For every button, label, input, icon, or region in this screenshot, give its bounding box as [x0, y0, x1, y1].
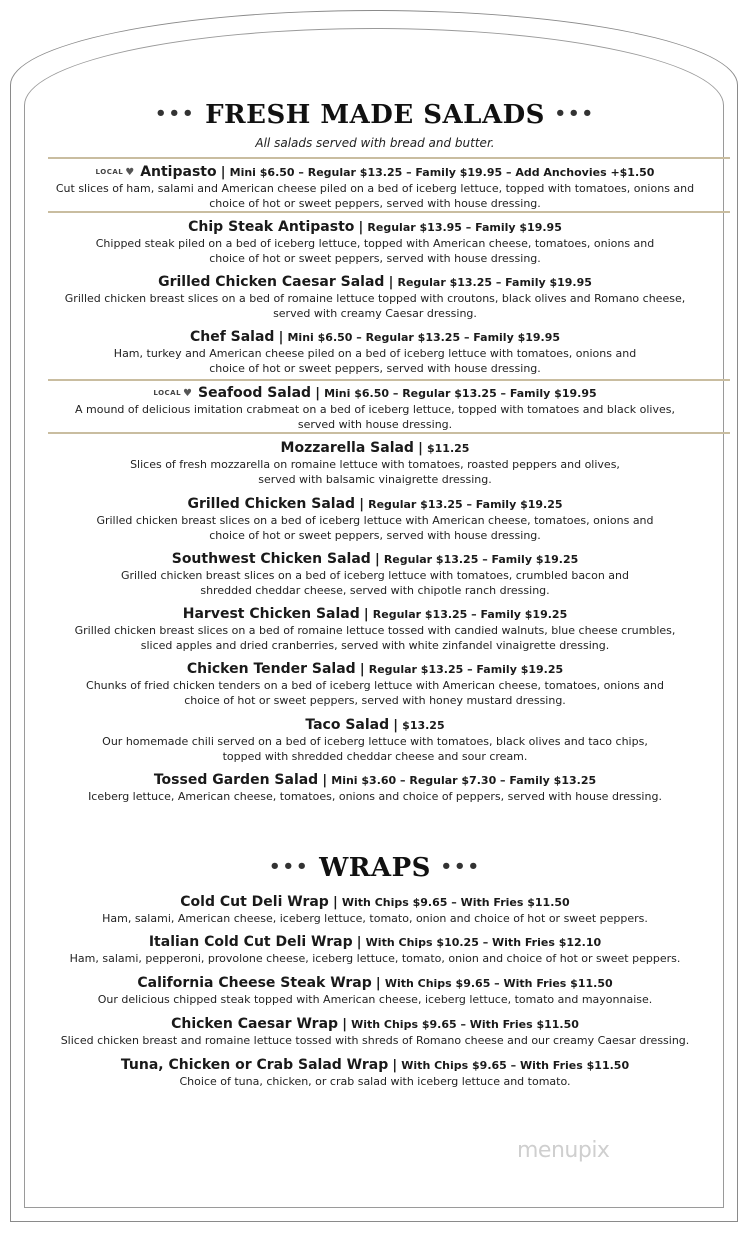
menu-item-antipasto: [30, 164, 720, 211]
salads-subtitle: All salads served with bread and butter.: [255, 136, 495, 150]
item-desc: Choice of tuna, chicken, or crab salad with iceberg lettuce and tomato.: [179, 1075, 571, 1088]
item-prices: With Chips $9.65 – With Fries $11.50: [384, 977, 613, 990]
menu-item-cold-cut-deli-wrap: [30, 894, 720, 926]
item-desc: choice of hot or sweet peppers, served with honey mustard dressing.: [184, 694, 566, 707]
item-name: Chicken Tender Salad: [186, 661, 356, 677]
item-desc: choice of hot or sweet peppers, served with house dressing.: [209, 197, 541, 210]
item-prices: Mini $6.50 – Regular $13.25 – Family $19.95 – Add Anchovies +$1.50: [229, 166, 655, 179]
separator: |: [375, 976, 381, 991]
local-badge: LOCAL: [153, 389, 182, 397]
separator: |: [278, 330, 284, 345]
item-desc: choice of hot or sweet peppers, served with house dressing.: [209, 529, 541, 542]
item-name: Tossed Garden Salad: [153, 772, 319, 788]
menu-item-taco-salad: [30, 717, 720, 764]
item-desc: Sliced chicken breast and romaine lettuce tossed with shreds of Romano cheese and our creamy Caesar dressing.: [60, 1034, 690, 1047]
item-prices: Regular $13.25 – Family $19.95: [397, 276, 592, 289]
heart-icon: ♥: [125, 167, 135, 178]
separator: |: [315, 386, 320, 401]
item-prices: With Chips $10.25 – With Fries $12.10: [365, 936, 602, 949]
item-name: Harvest Chicken Salad: [182, 606, 360, 622]
item-name: Cold Cut Deli Wrap: [180, 894, 329, 910]
menu-item-southwest-chicken-salad: [30, 551, 720, 598]
separator: |: [359, 497, 364, 512]
item-desc: Ham, turkey and American cheese piled on a bed of iceberg lettuce with tomatoes, onions and: [113, 347, 637, 360]
dots-left: •••: [154, 103, 196, 124]
menu-item-italian-cold-cut-deli-wrap: [30, 934, 720, 966]
item-name: Antipasto: [140, 164, 217, 180]
menu-item-california-cheese-steak-wrap: [30, 975, 720, 1007]
item-desc: Chunks of fried chicken tenders on a bed of iceberg lettuce with American cheese, tomatoes, onions and: [86, 679, 664, 692]
menupix-watermark: menupix: [517, 1138, 610, 1163]
item-desc: served with creamy Caesar dressing.: [273, 307, 477, 320]
item-desc: Chipped steak piled on a bed of iceberg lettuce, topped with American cheese, tomatoes, onions and: [95, 237, 655, 250]
separator: |: [393, 718, 399, 733]
item-desc: sliced apples and dried cranberries, served with white zinfandel vinaigrette dressing.: [140, 639, 610, 652]
item-desc: choice of hot or sweet peppers, served with house dressing.: [209, 252, 541, 265]
item-desc: Grilled chicken breast slices on a bed of romaine lettuce topped with croutons, black olives and Romano cheese,: [64, 292, 686, 305]
item-prices: $11.25: [427, 442, 470, 455]
item-name: Tuna, Chicken or Crab Salad Wrap: [120, 1057, 389, 1073]
separator: |: [363, 607, 369, 622]
separator: |: [388, 275, 394, 290]
separator: |: [342, 1017, 347, 1032]
salads-title: FRESH MADE SALADS: [205, 100, 545, 130]
item-prices: With Chips $9.65 – With Fries $11.50: [401, 1059, 630, 1072]
menu-item-chip-steak-antipasto: [30, 219, 720, 266]
menu-item-tuna-chicken-crab-salad-wrap: [30, 1057, 720, 1089]
item-desc: shredded cheddar cheese, served with chipotle ranch dressing.: [200, 584, 550, 597]
dots-right: •••: [554, 103, 596, 124]
item-prices: Regular $13.25 – Family $19.25: [368, 498, 563, 511]
item-desc: Our homemade chili served on a bed of iceberg lettuce with tomatoes, black olives and taco chips,: [102, 735, 648, 748]
separator: |: [220, 165, 226, 180]
item-prices: Regular $13.95 – Family $19.95: [367, 221, 562, 234]
local-badge: LOCAL: [95, 168, 124, 176]
divider: [48, 211, 730, 213]
item-prices: Mini $6.50 – Regular $13.25 – Family $19.95: [287, 331, 561, 344]
item-name: Mozzarella Salad: [280, 440, 414, 456]
separator: |: [322, 773, 328, 788]
divider: [48, 157, 730, 159]
divider: [48, 432, 730, 434]
menu-item-chef-salad: [30, 329, 720, 376]
separator: |: [359, 662, 365, 677]
divider: [48, 379, 730, 381]
dots-left: •••: [269, 856, 310, 877]
menu-item-chicken-tender-salad: [30, 661, 720, 708]
menu-item-harvest-chicken-salad: [30, 606, 720, 653]
item-desc: Grilled chicken breast slices on a bed of romaine lettuce tossed with candied walnuts, blue cheese crumbles,: [74, 624, 676, 637]
item-prices: Regular $13.25 – Family $19.25: [383, 553, 579, 566]
item-prices: $13.25: [402, 719, 445, 732]
item-desc: served with house dressing.: [297, 418, 453, 431]
separator: |: [392, 1058, 398, 1073]
item-prices: Mini $3.60 – Regular $7.30 – Family $13.25: [331, 774, 597, 787]
item-name: Southwest Chicken Salad: [171, 551, 371, 567]
item-name: Italian Cold Cut Deli Wrap: [148, 934, 353, 950]
item-name: California Cheese Steak Wrap: [137, 975, 372, 991]
heart-icon: ♥: [183, 388, 193, 399]
item-desc: Grilled chicken breast slices on a bed of iceberg lettuce with tomatoes, crumbled bacon and: [121, 569, 629, 582]
salads-heading: [30, 100, 720, 130]
item-desc: Cut slices of ham, salami and American cheese piled on a bed of iceberg lettuce, topped with tomatoes, onions and: [55, 182, 695, 195]
item-name: Grilled Chicken Salad: [187, 496, 356, 512]
item-desc: Ham, salami, American cheese, iceberg lettuce, tomato, onion and choice of hot or sweet peppers.: [102, 912, 648, 925]
menu-item-tossed-garden-salad: [30, 772, 720, 804]
item-desc: Slices of fresh mozzarella on romaine lettuce with tomatoes, roasted peppers and olives,: [130, 458, 620, 471]
item-name: Chip Steak Antipasto: [188, 219, 355, 235]
separator: |: [418, 441, 423, 456]
item-prices: Regular $13.25 – Family $19.25: [372, 608, 568, 621]
item-prices: With Chips $9.65 – With Fries $11.50: [351, 1018, 579, 1031]
item-name: Grilled Chicken Caesar Salad: [158, 274, 385, 290]
item-desc: served with balsamic vinaigrette dressing.: [258, 473, 492, 486]
item-desc: Our delicious chipped steak topped with American cheese, iceberg lettuce, tomato and mayonnaise.: [97, 993, 653, 1006]
wraps-title: WRAPS: [319, 853, 431, 883]
menu-item-chicken-caesar-wrap: [30, 1016, 720, 1048]
item-name: Taco Salad: [305, 717, 390, 733]
item-desc: Grilled chicken breast slices on a bed of iceberg lettuce with American cheese, tomatoes, onions and: [96, 514, 654, 527]
item-prices: Mini $6.50 – Regular $13.25 – Family $19.95: [324, 387, 597, 400]
separator: |: [332, 895, 338, 910]
wraps-heading: [30, 853, 720, 883]
separator: |: [358, 220, 364, 235]
dots-right: •••: [440, 856, 481, 877]
separator: |: [356, 935, 362, 950]
item-desc: Ham, salami, pepperoni, provolone cheese, iceberg lettuce, tomato, onion and choice of hot or sweet peppers.: [69, 952, 681, 965]
item-prices: With Chips $9.65 – With Fries $11.50: [341, 896, 570, 909]
item-name: Chicken Caesar Wrap: [171, 1016, 339, 1032]
item-prices: Regular $13.25 – Family $19.25: [368, 663, 564, 676]
item-desc: topped with shredded cheddar cheese and sour cream.: [222, 750, 528, 763]
item-name: Seafood Salad: [198, 385, 312, 401]
menu-item-grilled-chicken-caesar-salad: [30, 274, 720, 321]
item-desc: Iceberg lettuce, American cheese, tomatoes, onions and choice of peppers, served with house dressing.: [88, 790, 662, 803]
menu-item-seafood-salad: [30, 385, 720, 432]
separator: |: [374, 552, 380, 567]
item-name: Chef Salad: [189, 329, 275, 345]
menu-item-mozzarella-salad: [30, 440, 720, 487]
item-desc: choice of hot or sweet peppers, served with house dressing.: [209, 362, 541, 375]
menu-item-grilled-chicken-salad: [30, 496, 720, 543]
item-desc: A mound of delicious imitation crabmeat on a bed of iceberg lettuce, topped with tomatoes and black olives,: [75, 403, 675, 416]
